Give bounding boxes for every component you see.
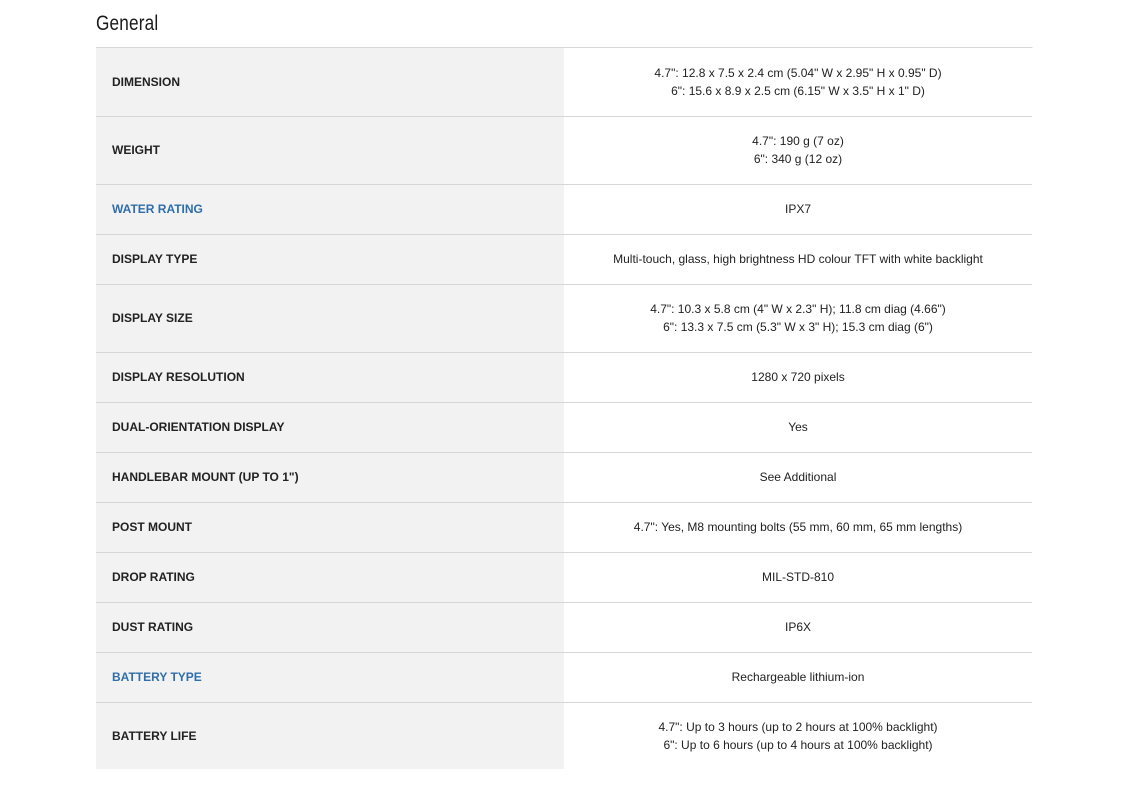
spec-value-line: 6": Up to 6 hours (up to 4 hours at 100% backlight) [663,737,933,752]
spec-row-display-resolution [96,352,1032,402]
spec-row-water-rating [96,184,1032,234]
spec-label: DROP RATING [96,552,564,602]
spec-value-line: Rechargeable lithium-ion [731,670,865,684]
spec-label: HANDLEBAR MOUNT (UP TO 1") [96,452,564,502]
spec-value [564,552,1032,602]
spec-value-line: 6": 340 g (12 oz) [753,152,843,166]
spec-row-handlebar-mount [96,452,1032,502]
spec-row-dual-orientation [96,402,1032,452]
spec-value [564,284,1032,352]
spec-label: WEIGHT [96,116,564,184]
spec-value-line: 1280 x 720 pixels [751,370,845,384]
spec-value [564,116,1032,184]
spec-label-link[interactable]: WATER RATING [96,184,564,234]
spec-value-line: 6": 15.6 x 8.9 x 2.5 cm (6.15" W x 3.5" H x 1" D) [671,83,925,98]
spec-value-line: IPX7 [784,202,811,216]
spec-row-post-mount [96,502,1032,552]
spec-row-drop-rating [96,552,1032,602]
spec-label: DUST RATING [96,602,564,652]
spec-value [564,234,1032,284]
spec-value-line: 4.7": 12.8 x 7.5 x 2.4 cm (5.04" W x 2.95" H x 0.95" D) [654,65,942,80]
spec-value-line: Multi-touch, glass, high brightness HD colour TFT with white backlight [613,252,983,266]
spec-row-battery-life [96,702,1032,769]
spec-value [564,702,1032,769]
spec-label-link[interactable]: BATTERY TYPE [96,652,564,702]
spec-value [564,502,1032,552]
spec-label: BATTERY LIFE [96,702,564,769]
spec-label: DISPLAY SIZE [96,284,564,352]
spec-label: DISPLAY RESOLUTION [96,352,564,402]
spec-row-dust-rating [96,602,1032,652]
spec-value [564,652,1032,702]
specs-table-body [96,48,1032,769]
spec-value-line: 4.7": Up to 3 hours (up to 2 hours at 100% backlight) [658,719,938,734]
spec-row-battery-type [96,652,1032,702]
spec-value [564,402,1032,452]
spec-value-line: MIL-STD-810 [761,570,835,584]
spec-row-display-type [96,234,1032,284]
spec-label: DIMENSION [96,48,564,116]
spec-value-line: IP6X [784,620,811,634]
spec-value-line: See Additional [759,470,837,484]
spec-value [564,184,1032,234]
spec-label: DISPLAY TYPE [96,234,564,284]
specs-table [96,48,1032,769]
specs-section [96,0,1032,769]
spec-value [564,352,1032,402]
spec-value-line: Yes [788,420,808,434]
spec-label: POST MOUNT [96,502,564,552]
spec-row-display-size [96,284,1032,352]
spec-value-line: 4.7": 10.3 x 5.8 cm (4" W x 2.3" H); 11.8 cm diag (4.66") [650,302,946,316]
spec-value-line: 4.7": Yes, M8 mounting bolts (55 mm, 60 mm, 65 mm lengths) [633,520,963,534]
spec-label: DUAL-ORIENTATION DISPLAY [96,402,564,452]
spec-row-dimension [96,48,1032,116]
spec-value-line: 6": 13.3 x 7.5 cm (5.3" W x 3" H); 15.3 cm diag (6") [663,320,933,334]
spec-value [564,452,1032,502]
section-title: General [96,0,1032,48]
spec-row-weight [96,116,1032,184]
spec-value-line: 4.7": 190 g (7 oz) [752,134,844,148]
spec-value [564,48,1032,116]
spec-value [564,602,1032,652]
